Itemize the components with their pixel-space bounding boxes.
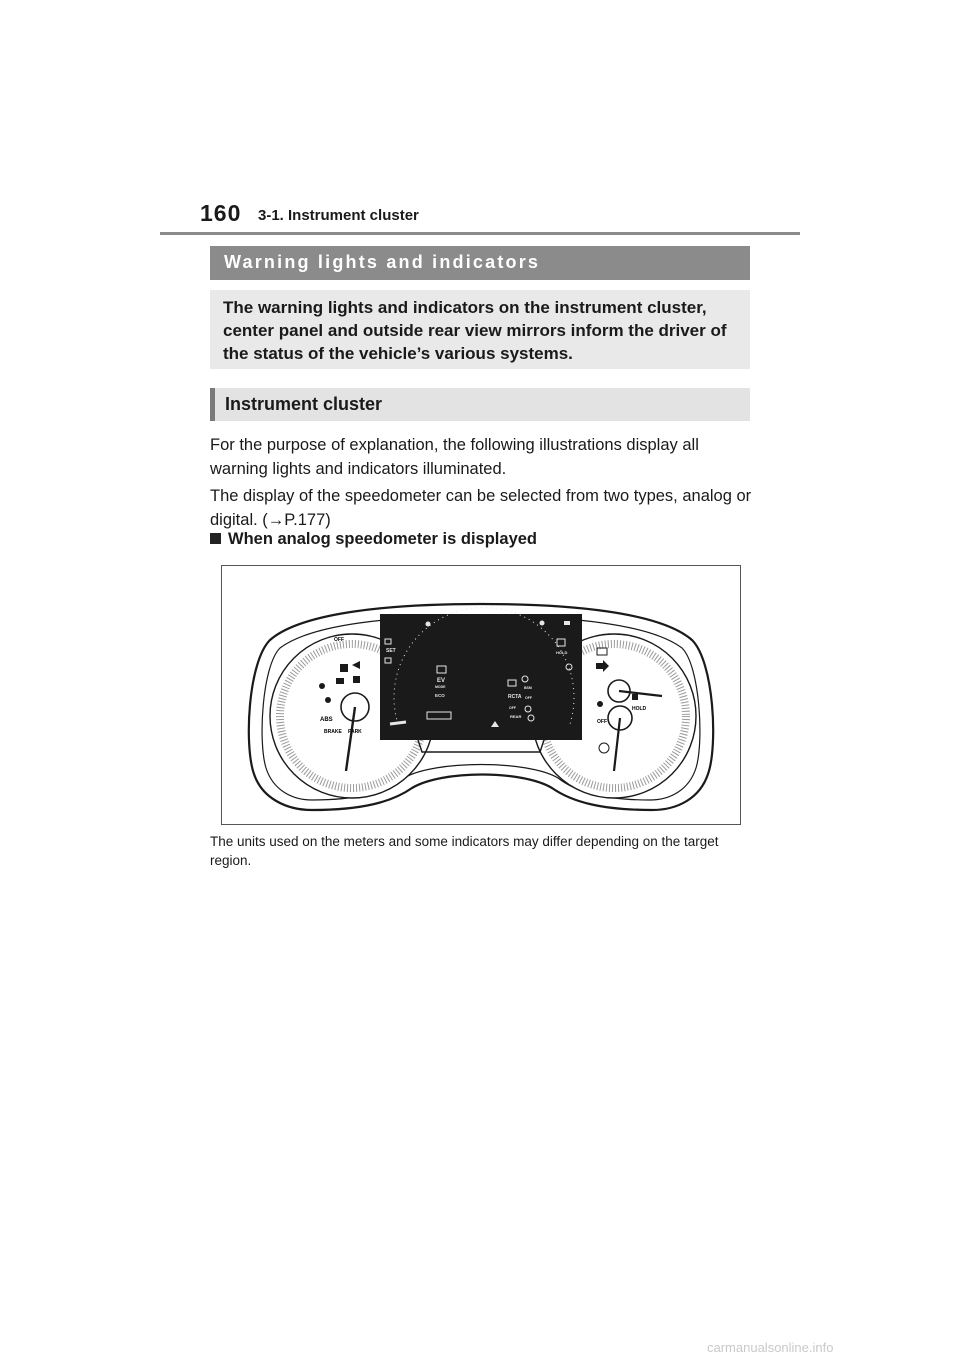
label-off-right: OFF [597,719,607,725]
label-park: PARK [348,729,362,735]
page-title: Warning lights and indicators [224,252,541,272]
seatbelt-icon [319,683,325,689]
section-title: 3-1. Instrument cluster [258,207,419,224]
label-eco: ECO [435,693,445,698]
label-brake: BRAKE [324,729,342,735]
indicator-right-b-icon [597,701,603,707]
paragraph-explanation: For the purpose of explanation, the following illustrations display all warning lights and indicators illuminated. [210,436,699,478]
summary-text: The warning lights and indicators on the instrument cluster, center panel and outside rear view mirrors inform the driver of the status of the vehicle’s various systems. [223,298,727,363]
paragraph-display-types: The display of the speedometer can be selected from two types, analog or digital. (→P.177) [210,487,752,529]
high-beam-icon [564,621,570,625]
indicator-ring-icon [599,743,609,753]
label-set: SET [386,648,396,654]
label-abs: ABS [320,717,333,723]
label-off-left: OFF [334,637,344,643]
airbag-icon [325,697,331,703]
figure-caption: The units used on the meters and some indicators may differ depending on the target region. [210,834,719,868]
label-hold-right: HOLD [632,706,647,712]
title-bar [210,246,750,280]
indicator-top-left-icon [426,622,431,627]
fuel-icon [632,694,638,700]
label-rear: REAR [510,714,522,719]
summary-box [210,290,750,369]
label-mode: MODE [435,685,446,689]
indicator-left-b-icon [353,676,360,683]
indicator-left-a-icon [340,664,348,672]
label-off-center-1: OFF [525,696,532,700]
speedometer-needle [390,722,406,724]
subheading-accent [210,388,215,421]
site-watermark: carmanualsonline.info [707,1340,834,1355]
label-bsm: BSM [524,686,532,690]
header-divider [160,232,800,235]
subheading: Instrument cluster [225,394,383,414]
bullet-heading [210,530,537,549]
label-hold-top: HOLD [556,650,568,655]
bullet-text: When analog speedometer is displayed [228,530,537,548]
label-rcta: RCTA [508,694,522,700]
headlight-icon [336,678,344,684]
label-off-center-2: OFF [509,706,516,710]
center-display [380,614,582,740]
instrument-cluster-illustration [222,566,740,824]
subheading-bar [210,388,750,421]
instrument-cluster-figure [221,565,741,825]
label-ev: EV [437,678,446,684]
indicator-top-right-icon [540,621,545,626]
page-number: 160 [200,200,242,226]
square-bullet-icon [210,533,221,544]
